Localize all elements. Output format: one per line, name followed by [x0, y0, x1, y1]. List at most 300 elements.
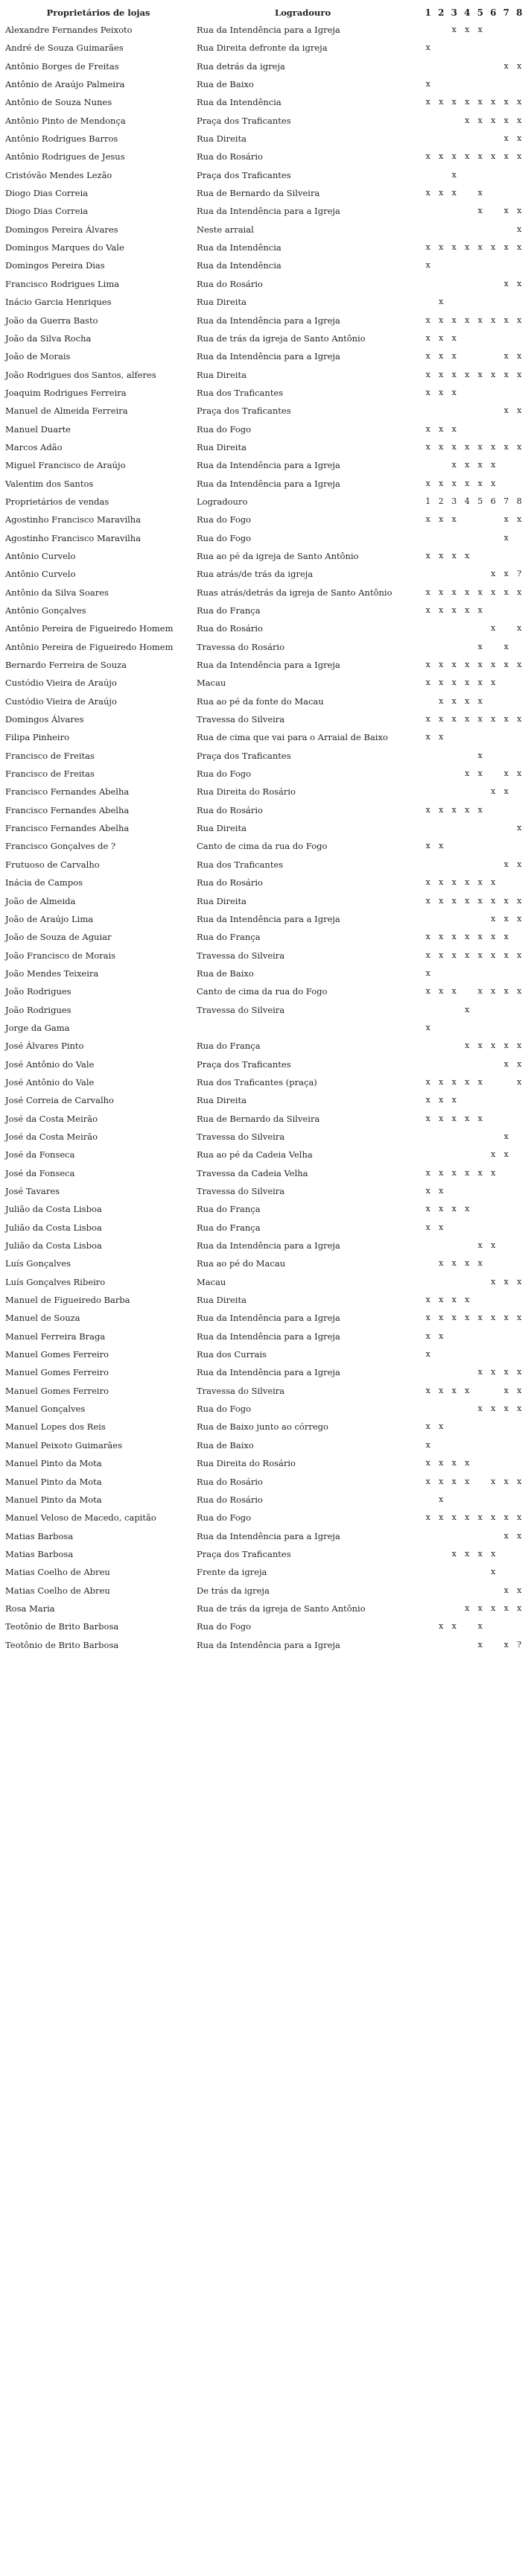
owner-cell: Marcos Adão	[5, 441, 63, 452]
street-cell: Rua Direita	[197, 441, 246, 452]
year-mark: x	[517, 1476, 522, 1486]
year-mark	[487, 221, 500, 239]
owner-cell: Domingos Álvares	[5, 714, 84, 725]
street-cell: Rua do França	[197, 932, 261, 943]
table-row	[0, 1328, 528, 1345]
table-row	[0, 1454, 528, 1472]
marks-cell	[422, 366, 528, 384]
year-mark: x	[439, 1476, 444, 1486]
marks-cell	[422, 239, 528, 256]
year-mark: x	[451, 1385, 457, 1395]
year-mark	[448, 1582, 461, 1600]
year-mark	[448, 1237, 461, 1254]
owner-cell: Francisco de Freitas	[5, 750, 95, 761]
year-mark: x	[439, 1313, 444, 1323]
year-mark	[435, 275, 448, 293]
year-mark	[422, 783, 435, 801]
year-mark: 2	[438, 496, 444, 506]
col-header: 8	[516, 7, 523, 18]
year-mark: x	[451, 169, 457, 180]
year-mark	[448, 1636, 461, 1654]
year-mark: x	[425, 1295, 430, 1305]
year-mark: x	[517, 1530, 522, 1541]
owner-cell: Agostinho Francisco Maravilha	[5, 532, 141, 543]
year-mark: x	[503, 133, 509, 144]
year-mark	[422, 293, 435, 311]
table-row	[0, 602, 528, 619]
year-mark	[461, 420, 474, 438]
year-mark: x	[439, 1494, 444, 1504]
year-mark	[422, 275, 435, 293]
year-mark: x	[451, 1076, 457, 1087]
year-mark: x	[425, 1421, 430, 1432]
year-mark	[500, 819, 513, 837]
year-mark	[487, 275, 500, 293]
year-mark	[461, 565, 474, 583]
owner-cell: Antônio Rodrigues Barros	[5, 133, 118, 145]
owner-cell: Jorge da Gama	[5, 1022, 70, 1033]
year-mark	[487, 511, 500, 528]
marks-cell	[422, 1019, 528, 1037]
year-mark: x	[503, 1131, 509, 1141]
marks-cell	[422, 1527, 528, 1545]
street-cell: Rua do França	[197, 1204, 261, 1215]
marks-cell	[422, 728, 528, 746]
marks-cell	[422, 1037, 528, 1055]
year-mark: x	[517, 60, 522, 71]
year-mark: x	[425, 1222, 430, 1232]
year-mark	[487, 1291, 500, 1309]
street-cell: Macau	[197, 678, 226, 689]
marks-cell	[422, 1636, 528, 1654]
year-mark	[513, 1164, 527, 1182]
year-mark: x	[465, 695, 470, 706]
year-mark	[500, 728, 513, 746]
owner-cell: Manuel Ferreira Braga	[5, 1330, 106, 1342]
year-mark: x	[503, 768, 509, 779]
year-mark	[513, 674, 527, 692]
year-mark: x	[451, 441, 457, 452]
year-mark: ?	[517, 569, 522, 579]
year-mark: x	[465, 460, 470, 470]
year-mark: x	[517, 1385, 522, 1395]
year-mark	[448, 619, 461, 637]
table-row	[0, 619, 528, 637]
marks-cell	[422, 275, 528, 293]
year-mark: x	[503, 986, 509, 997]
year-mark: x	[517, 1585, 522, 1595]
owner-cell: Antônio Pereira de Figueiredo Homem	[5, 623, 174, 634]
year-mark: x	[517, 1367, 522, 1377]
year-mark: x	[439, 605, 444, 615]
year-mark	[474, 511, 487, 528]
marks-cell	[422, 1600, 528, 1617]
year-mark	[513, 692, 527, 710]
year-mark: x	[425, 714, 430, 724]
year-mark	[435, 21, 448, 39]
year-mark: x	[425, 1330, 430, 1341]
year-mark: x	[491, 950, 496, 960]
year-mark	[487, 1091, 500, 1109]
year-mark	[500, 184, 513, 202]
year-mark	[435, 1582, 448, 1600]
table-row	[0, 1527, 528, 1545]
year-mark	[474, 856, 487, 874]
year-mark	[435, 1055, 448, 1073]
year-mark	[448, 1491, 461, 1509]
year-mark: x	[425, 1204, 430, 1214]
year-mark	[487, 202, 500, 220]
marks-cell	[422, 329, 528, 347]
year-mark	[422, 638, 435, 656]
street-cell: Rua do França	[197, 605, 261, 616]
year-mark: x	[465, 1548, 470, 1559]
year-mark	[448, 565, 461, 583]
street-cell: Travessa do Silveira	[197, 1131, 285, 1142]
table-row	[0, 947, 528, 965]
year-mark	[500, 1491, 513, 1509]
year-mark	[422, 57, 435, 75]
year-mark	[513, 1219, 527, 1237]
table-row	[0, 1091, 528, 1109]
marks-cell	[422, 1254, 528, 1272]
street-cell: Rua dos Traficantes (praça)	[197, 1076, 317, 1087]
street-cell: Rua da Intendência	[197, 260, 282, 271]
year-mark: x	[425, 351, 430, 362]
owner-cell: João de Araújo Lima	[5, 913, 94, 924]
year-mark	[474, 75, 487, 93]
year-mark	[422, 692, 435, 710]
year-mark	[474, 728, 487, 746]
year-mark: x	[517, 823, 522, 833]
marks-cell	[422, 710, 528, 728]
year-mark	[487, 1617, 500, 1635]
marks-cell	[422, 1436, 528, 1454]
street-cell: Rua do França	[197, 1041, 261, 1052]
year-mark	[422, 402, 435, 420]
marks-cell	[422, 384, 528, 402]
year-mark	[474, 293, 487, 311]
year-mark: x	[425, 260, 430, 271]
year-mark: x	[425, 1385, 430, 1395]
owner-cell: Julião da Costa Lisboa	[5, 1240, 102, 1251]
year-mark: x	[491, 1404, 496, 1414]
year-mark	[448, 221, 461, 239]
year-mark: x	[503, 1530, 509, 1541]
year-mark	[461, 1400, 474, 1418]
year-mark	[435, 1001, 448, 1019]
street-cell: Rua de trás da igreja de Santo Antônio	[197, 332, 366, 344]
year-mark	[487, 130, 500, 148]
year-mark	[422, 856, 435, 874]
year-mark	[487, 1254, 500, 1272]
year-mark: x	[425, 1022, 430, 1032]
table-row	[0, 1436, 528, 1454]
owner-cell: Filipa Pinheiro	[5, 732, 70, 743]
year-mark: x	[451, 332, 457, 343]
year-mark	[487, 1110, 500, 1128]
table-row	[0, 21, 528, 39]
year-mark: x	[517, 660, 522, 670]
street-cell: Rua do Rosário	[197, 623, 263, 634]
year-mark: x	[503, 441, 509, 452]
marks-cell	[422, 965, 528, 982]
year-mark	[422, 1273, 435, 1291]
year-mark	[422, 221, 435, 239]
marks-cell	[422, 783, 528, 801]
year-mark: x	[517, 950, 522, 960]
marks-cell	[422, 1491, 528, 1509]
year-mark: 4	[464, 496, 470, 506]
owner-cell: Antônio Gonçalves	[5, 605, 86, 616]
year-mark	[500, 384, 513, 402]
year-mark: x	[425, 188, 430, 198]
year-mark	[435, 57, 448, 75]
year-mark: x	[477, 1167, 483, 1178]
year-mark: x	[439, 351, 444, 362]
year-mark	[474, 783, 487, 801]
street-cell: Travessa do Silveira	[197, 714, 285, 725]
year-mark: x	[451, 1476, 457, 1486]
year-mark: x	[451, 387, 457, 397]
street-cell: Rua do França	[197, 1222, 261, 1233]
year-mark	[487, 293, 500, 311]
marks-cell	[422, 493, 528, 511]
year-mark: x	[477, 877, 483, 888]
year-mark: x	[465, 932, 470, 942]
year-mark: x	[439, 895, 444, 906]
marks-cell	[422, 638, 528, 656]
year-mark	[448, 529, 461, 547]
year-mark	[500, 747, 513, 765]
col-header: 4	[464, 7, 471, 18]
year-mark: x	[451, 1204, 457, 1214]
street-cell: Rua de Baixo junto ao córrego	[197, 1421, 328, 1433]
year-mark	[487, 801, 500, 819]
year-mark	[487, 39, 500, 57]
owner-cell: João Mendes Teixeira	[5, 967, 99, 979]
year-mark: x	[425, 1512, 430, 1523]
year-mark: x	[451, 351, 457, 362]
year-mark: x	[477, 1621, 483, 1632]
col-header: 5	[477, 7, 483, 18]
year-mark	[500, 1182, 513, 1200]
year-mark	[513, 1019, 527, 1037]
year-mark	[461, 39, 474, 57]
owner-cell: Antônio Pereira de Figueiredo Homem	[5, 641, 174, 652]
street-cell: Travessa do Silveira	[197, 1385, 285, 1396]
year-mark: x	[439, 950, 444, 960]
year-mark	[513, 256, 527, 274]
year-mark	[448, 256, 461, 274]
year-mark: x	[503, 1385, 509, 1395]
year-mark: x	[451, 1295, 457, 1305]
year-mark	[500, 1545, 513, 1563]
street-cell: Rua de Baixo	[197, 967, 254, 979]
year-mark: x	[491, 623, 496, 634]
year-mark	[422, 1237, 435, 1254]
year-mark	[474, 1019, 487, 1037]
year-mark: ?	[517, 1639, 522, 1650]
table-row	[0, 1509, 528, 1527]
street-cell: Rua Direita defronte da igreja	[197, 42, 328, 54]
year-mark: x	[503, 351, 509, 362]
year-mark	[513, 529, 527, 547]
year-mark	[500, 837, 513, 855]
table-row	[0, 584, 528, 602]
year-mark	[435, 1527, 448, 1545]
street-cell: Rua Direita	[197, 1295, 246, 1306]
year-mark	[435, 965, 448, 982]
marks-cell	[422, 402, 528, 420]
year-mark: x	[425, 387, 430, 397]
year-mark	[461, 1418, 474, 1436]
year-mark: x	[451, 714, 457, 724]
street-cell: Rua do Rosário	[197, 1476, 263, 1487]
year-mark	[487, 1636, 500, 1654]
table-row	[0, 130, 528, 148]
year-mark	[435, 765, 448, 783]
table-row	[0, 656, 528, 674]
street-cell: Travessa do Rosário	[197, 641, 285, 652]
marks-cell	[422, 982, 528, 1000]
year-mark	[500, 1219, 513, 1237]
year-mark	[487, 529, 500, 547]
year-mark: x	[451, 1512, 457, 1523]
year-mark: x	[451, 695, 457, 706]
table-row	[0, 1273, 528, 1291]
year-mark: x	[439, 1330, 444, 1341]
year-mark: x	[451, 660, 457, 670]
year-mark: x	[465, 1458, 470, 1468]
year-mark: x	[451, 804, 457, 815]
col-header: 7	[503, 7, 509, 18]
year-mark	[513, 1091, 527, 1109]
marks-cell	[422, 1345, 528, 1363]
table-row	[0, 1309, 528, 1327]
year-mark	[474, 529, 487, 547]
year-mark	[461, 1146, 474, 1164]
table-row	[0, 529, 528, 547]
street-cell: Rua do Fogo	[197, 1404, 252, 1415]
year-mark	[500, 1454, 513, 1472]
table-row	[0, 547, 528, 565]
year-mark	[422, 1491, 435, 1509]
year-mark	[500, 692, 513, 710]
year-mark: x	[517, 514, 522, 525]
table-row	[0, 184, 528, 202]
street-cell: Praça dos Traficantes	[197, 1058, 291, 1070]
street-cell: Travessa do Silveira	[197, 950, 285, 961]
year-mark	[487, 420, 500, 438]
year-mark: x	[491, 478, 496, 488]
year-mark: x	[477, 478, 483, 488]
year-mark: x	[491, 569, 496, 579]
marks-cell	[422, 166, 528, 184]
owner-cell: Manuel Lopes dos Reis	[5, 1421, 106, 1433]
year-mark: x	[451, 460, 457, 470]
table-row	[0, 1110, 528, 1128]
year-mark	[422, 619, 435, 637]
year-mark	[513, 1237, 527, 1254]
year-mark: x	[503, 405, 509, 416]
year-mark	[448, 783, 461, 801]
year-mark	[474, 619, 487, 637]
year-mark	[461, 1636, 474, 1654]
table-row	[0, 692, 528, 710]
year-mark: x	[425, 315, 430, 325]
year-mark: x	[451, 587, 457, 597]
year-mark	[487, 402, 500, 420]
table-row	[0, 1237, 528, 1254]
owner-cell: Manuel Peixoto Guimarães	[5, 1439, 122, 1450]
year-mark	[435, 1128, 448, 1146]
year-mark: x	[451, 1313, 457, 1323]
table-row	[0, 1128, 528, 1146]
table-row	[0, 1382, 528, 1400]
owner-cell: Rosa Maria	[5, 1603, 55, 1614]
year-mark: x	[425, 967, 430, 978]
year-mark: x	[465, 1258, 470, 1269]
year-mark	[461, 1237, 474, 1254]
year-mark: x	[439, 1222, 444, 1232]
year-mark: x	[491, 913, 496, 924]
year-mark	[487, 819, 500, 837]
owner-cell: Manuel Gomes Ferreiro	[5, 1349, 109, 1360]
year-mark: x	[477, 206, 483, 216]
year-mark: x	[517, 1404, 522, 1414]
owner-cell: Alexandre Fernandes Peixoto	[5, 25, 133, 35]
year-mark	[422, 1582, 435, 1600]
table-row	[0, 1345, 528, 1363]
marks-cell	[422, 874, 528, 891]
year-mark	[500, 619, 513, 637]
owner-cell: Manuel Veloso de Macedo, capitão	[5, 1512, 156, 1524]
year-mark: x	[517, 315, 522, 325]
year-mark: x	[517, 369, 522, 379]
year-mark: x	[477, 695, 483, 706]
year-mark: x	[425, 478, 430, 488]
year-mark	[500, 547, 513, 565]
year-mark: x	[451, 932, 457, 942]
street-cell: Praça dos Traficantes	[197, 169, 291, 180]
street-cell: Rua do Fogo	[197, 1621, 252, 1632]
year-mark: x	[477, 1076, 483, 1087]
owner-cell: Matias Barbosa	[5, 1548, 74, 1559]
year-mark: x	[491, 460, 496, 470]
year-mark: 7	[503, 496, 509, 506]
owner-cell: Francisco Gonçalves de ?	[5, 841, 116, 852]
year-mark: x	[517, 768, 522, 779]
table-row	[0, 728, 528, 746]
owner-cell: Antônio de Araújo Palmeira	[5, 79, 125, 90]
table-row	[0, 366, 528, 384]
year-mark	[474, 1582, 487, 1600]
marks-cell	[422, 1454, 528, 1472]
year-mark	[461, 819, 474, 837]
year-mark: x	[439, 297, 444, 307]
street-cell: Neste arraial	[197, 224, 254, 235]
marks-cell	[422, 21, 528, 39]
year-mark	[448, 202, 461, 220]
year-mark	[487, 728, 500, 746]
year-mark: x	[491, 97, 496, 107]
year-mark	[461, 1345, 474, 1363]
street-cell: Rua da Intendência para a Igreja	[197, 1313, 340, 1324]
owner-cell: José da Fonseca	[5, 1167, 75, 1178]
year-mark	[474, 819, 487, 837]
year-mark	[513, 420, 527, 438]
